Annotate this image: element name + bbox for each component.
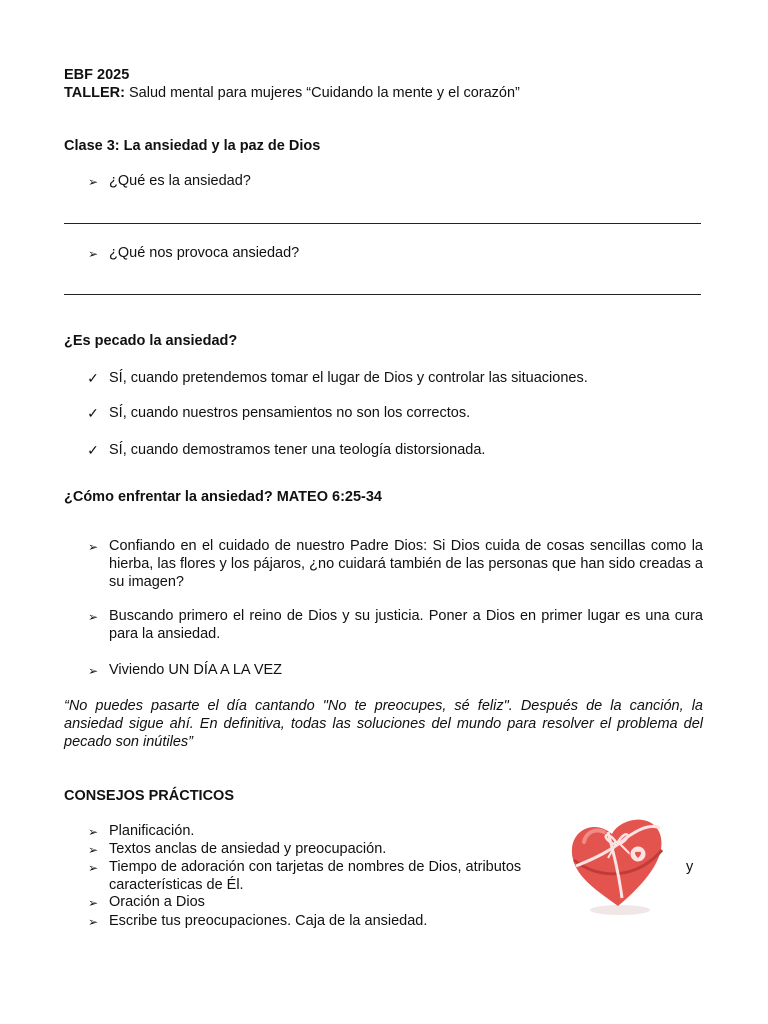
answer-line <box>64 294 701 295</box>
taller-title: Salud mental para mujeres “Cuidando la mente y el corazón” <box>124 85 520 101</box>
list-item: Tiempo de adoración con tarjetas de nombres de Dios, atributos <box>109 859 522 875</box>
list-item: Planificación. <box>109 823 195 839</box>
list-item: SÍ, cuando pretendemos tomar el lugar de Dios y controlar las situaciones. <box>109 370 588 386</box>
class-title: Clase 3: La ansiedad y la paz de Dios <box>64 138 321 154</box>
check-icon: ✓ <box>87 370 99 386</box>
list-item: SÍ, cuando demostramos tener una teología distorsionada. <box>109 442 486 458</box>
heart-gift-box-icon <box>556 798 680 922</box>
question-item: ¿Qué es la ansiedad? <box>109 173 251 189</box>
section-title-pecado: ¿Es pecado la ansiedad? <box>64 333 238 349</box>
quote-paragraph: “No puedes pasarte el día cantando "No te preocupes, sé feliz". Después de la canción, la ansiedad sigue ahí. En definitiva, todas las soluciones del mundo para resolver el problema del pecado son inútiles” <box>64 698 703 750</box>
answer-line <box>64 223 701 224</box>
list-item: Textos anclas de ansiedad y preocupación. <box>109 841 387 857</box>
question-item: ¿Qué nos provoca ansiedad? <box>109 245 300 261</box>
taller-line <box>64 84 520 102</box>
list-item: Confiando en el cuidado de nuestro Padre Dios: Si Dios cuida de cosas sencillas como la hierba, las flores y los pájaros, ¿no cuidará también de las personas que han sido creadas a su imagen? <box>109 538 703 590</box>
arrow-bullet-icon: ➢ <box>87 825 99 839</box>
list-item: SÍ, cuando nuestros pensamientos no son los correctos. <box>109 405 471 421</box>
list-item: Oración a Dios <box>109 894 205 910</box>
arrow-bullet-icon: ➢ <box>87 247 99 261</box>
arrow-bullet-icon: ➢ <box>87 861 99 875</box>
arrow-bullet-icon: ➢ <box>87 843 99 857</box>
check-icon: ✓ <box>87 405 99 421</box>
list-item-tail: y <box>686 859 694 875</box>
arrow-bullet-icon: ➢ <box>87 664 99 678</box>
arrow-bullet-icon: ➢ <box>87 915 99 929</box>
check-icon: ✓ <box>87 442 99 458</box>
arrow-bullet-icon: ➢ <box>87 610 99 624</box>
arrow-bullet-icon: ➢ <box>87 896 99 910</box>
section-title-enfrentar: ¿Cómo enfrentar la ansiedad? MATEO 6:25-34 <box>64 489 382 505</box>
document-header-year: EBF 2025 <box>64 67 130 83</box>
arrow-bullet-icon: ➢ <box>87 175 99 189</box>
arrow-bullet-icon: ➢ <box>87 540 99 554</box>
list-item: Viviendo UN DÍA A LA VEZ <box>109 662 283 678</box>
section-title-consejos: CONSEJOS PRÁCTICOS <box>64 788 234 804</box>
list-item: Escribe tus preocupaciones. Caja de la ansiedad. <box>109 913 428 929</box>
taller-label: TALLER: <box>64 85 125 101</box>
list-item-continuation: características de Él. <box>109 877 244 893</box>
list-item: Buscando primero el reino de Dios y su justicia. Poner a Dios en primer lugar es una cura para la ansiedad. <box>109 608 703 642</box>
